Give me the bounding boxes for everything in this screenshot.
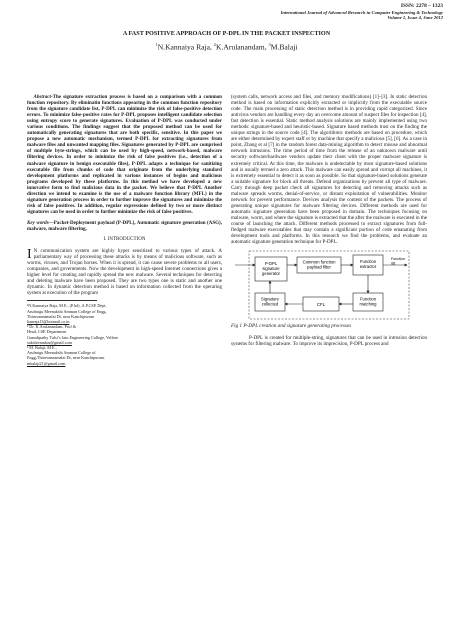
footnote-line: Arulmigu Meenakshi Amman College of Engg, (27, 308, 107, 314)
keywords-text: —Packet-Deployment payload (P-DPL), Automatic signature generation (ASG), malware, malware filtering, (27, 219, 223, 232)
footnote-line: Ganadipathy Tulsi’s Jain Engineering College, Vellore (27, 334, 119, 340)
keywords-label: Key words (27, 219, 49, 226)
keywords (27, 220, 222, 232)
author-footnotes (27, 303, 222, 365)
right-column-text: (system calls, network access and files, and memory modifications) [1]–[3]. In static detection method is based on information explicitly extracted or implicitly from the executable source code. The main processing of static detection method is in providing rapid categorized. Since antivirus vendors are handling every day an overcome amount of suspect files for inspection [4], fast detection is essential. Static method analysis solutions are mainly implemented using two methods: signature-based and heuristic-based. Signature based methods trust on the finding the unique strings in the source code [4]. The algorithmic methods are based on procedure, which are either determined by expert staff or by machine that specify a malicious [5], [6]. As a case in point, Zhang et al [7] in the random forest data-mining algorithm to detect misuse and abnormal network intrusions. The time period of time from the release of an unknown malware until security software/hardware vendors update their client with the proper malware signature is extremely critical. At this time, the malware is undetectable by most signature-based solutions and is usually termed a zero attack. This malware can easily spread and corrupt all machines, it is extremely essential to detect it as soon as possible. So that signature-based solutions generate a suitable signature for block all threats. Defend organizations by prevent all type of malware. Carry through deep packet check all signatures for detecting and removing attacks such as malware spreads worms, denial-of-service, or distant exploitation of vulnerabilities. Monitor network for prevent performance. Devices analysis the content of the packets. The process of generating unique signatures for malware filtering devices. Different methods are used for automatic signature generation have been proposed in domain. The techniques focusing on malware, worm, and where the signature is extracted that the after the malware is executed in the course of launching the attack. Different methods processed to extract signatures from full-fledged malware executables that may contain a significant portion of code emanating from development tools and platforms. In this research we find the problems, and evaluate an automatic signature generation technique for P-DPL. (231, 94, 427, 246)
author-1-marker: 1 (155, 42, 158, 47)
journal-name: International Journal of Advanced Research in Computer Engineering & Technology (280, 9, 443, 15)
function-matching-label: Function matching (359, 296, 377, 307)
signature-collected-label: Signature collected (261, 296, 279, 307)
pdpl-diagram (231, 249, 427, 321)
footnote-line: ³ M. Balaji, M.E., (27, 345, 57, 351)
signature-generator-label: P-DPL signature generator (262, 261, 280, 277)
footnote-line: Engg,Thiruvannamalai Dt, near Kanchipuram. (27, 355, 105, 361)
footnote-line: ¹N.Kannaiya Raja, M.E., (P.hd) ,A.P.CSE Dept. (27, 303, 107, 309)
left-column (27, 94, 222, 366)
email-link-author-2[interactable]: sukshivamkar@gmail.com (27, 339, 72, 345)
payload-filter-label: Common function payload filter (302, 259, 336, 270)
abstract (27, 94, 222, 215)
email-link-author-3[interactable]: mbalaji21@gmail.com (27, 360, 66, 366)
author-3-marker: 3 (268, 42, 271, 47)
figure-caption: Fig 1 P-DPL creation and signature generating processes (231, 323, 352, 330)
email-link-author-1[interactable]: kanraja13@hotmail.co.in (27, 319, 70, 325)
abstract-label: Abstract- (33, 94, 53, 100)
footnote-line: ² Dr. K.Arulanandam, Prof & (27, 324, 77, 330)
journal-volume: Volume 1, Issue 4, June 2012 (387, 15, 443, 21)
section-heading-introduction: I. INTRODUCTION (103, 237, 146, 243)
intro-paragraph (27, 248, 222, 296)
function-extractor-label: Function extractor (359, 259, 377, 270)
journal-header (281, 4, 443, 21)
author-2-marker: 2 (213, 42, 216, 47)
right-column (231, 94, 427, 347)
footnote-line: Thiruvannamalai Dt, near Kanchipuram (27, 313, 94, 319)
authors (0, 42, 453, 52)
footnote-line: Arulmigu Meenakshi Amman College of (27, 350, 96, 356)
figure-1 (231, 249, 427, 321)
footnote-line: Head, CSE Department (27, 329, 67, 335)
author-1: N.Kannaiya Raja, (157, 42, 212, 52)
paper-title: A FAST POSITIVE APPROACH OF P-DPL IN THE PACKET INSPECTION (122, 30, 331, 37)
author-2: K.Arulanandam, (216, 42, 267, 52)
drop-cap: I (27, 247, 32, 263)
function-list-label: Function list (391, 257, 405, 266)
issn: ISSN: 2278 – 1323 (400, 3, 443, 9)
author-3: M.Balaji (270, 42, 298, 52)
cfl-label: CFL (316, 302, 326, 308)
abstract-text: The signature extraction process is based on a comparison with a common function repository. By eliminatin functions appearing in the common function repository from the signature candidate list, P-DPL can minimize the risk of false-positive detection errors. To minimize false-positive rates for P-DPL proposes intelligent candidate selection using entropy score to generate signatures. Evaluation of P-DPL was conducted under various conditions. The findings suggest that the proposed method can be used for automatically generating signatures that are both specific, sensitive. In this paper we propose a new automatic mechanism, termed P-DPL for extracting signatures from malware files and unwanted mapping files. Signatures generated by P-DPL are comprised of multiple byte-strings, which can be used by high-speed, network-based, malware filtering devices. In order to minimize the risk of false positives (i.e., detection of a malware signature in benign executable files), P-DPL adapts a technique for sanitizing executable file from chunks of code that originate from the underlying standard development platforms and replicated in various instances of begins and malicious programs developed by these platforms. In this method we have developed a new innovative form to find malicious data in the packet. We believe that P-DPL Another direction we intend to examine is the use of a malware function library (MFL) in the signature generation process in order to further improve the signatures and minimize the risk of false positives. In addition, regular expressions defined by two or more distinct signatures can be used in order to further minimize the risk of false positives. (27, 94, 222, 215)
intro-text: N communication system are highly hyper sensitized to various types of attack. A parliamentary way of processing these attacks is by means of malicious software, such as worms, viruses, and Trojan horses. When it is spread, it can cause severe problems to all users, companies, and governments. Now the development in high-speed Internet connections gives a higher level for creating and rapidly spread the new malware. Several techniques for detecting and deleting malware have been proposed. They are two types one is static and another one dynamic. In dynamic detection method is based on information collected from the operating system at execution of the program (27, 248, 222, 297)
after-figure-paragraph: P-DPL is created for multiple-string, signatures that can be used in intrusion detection systems for filtering malware. To improve its imprecision, P-DPL process and (231, 335, 427, 348)
footnote-divider (27, 300, 97, 301)
